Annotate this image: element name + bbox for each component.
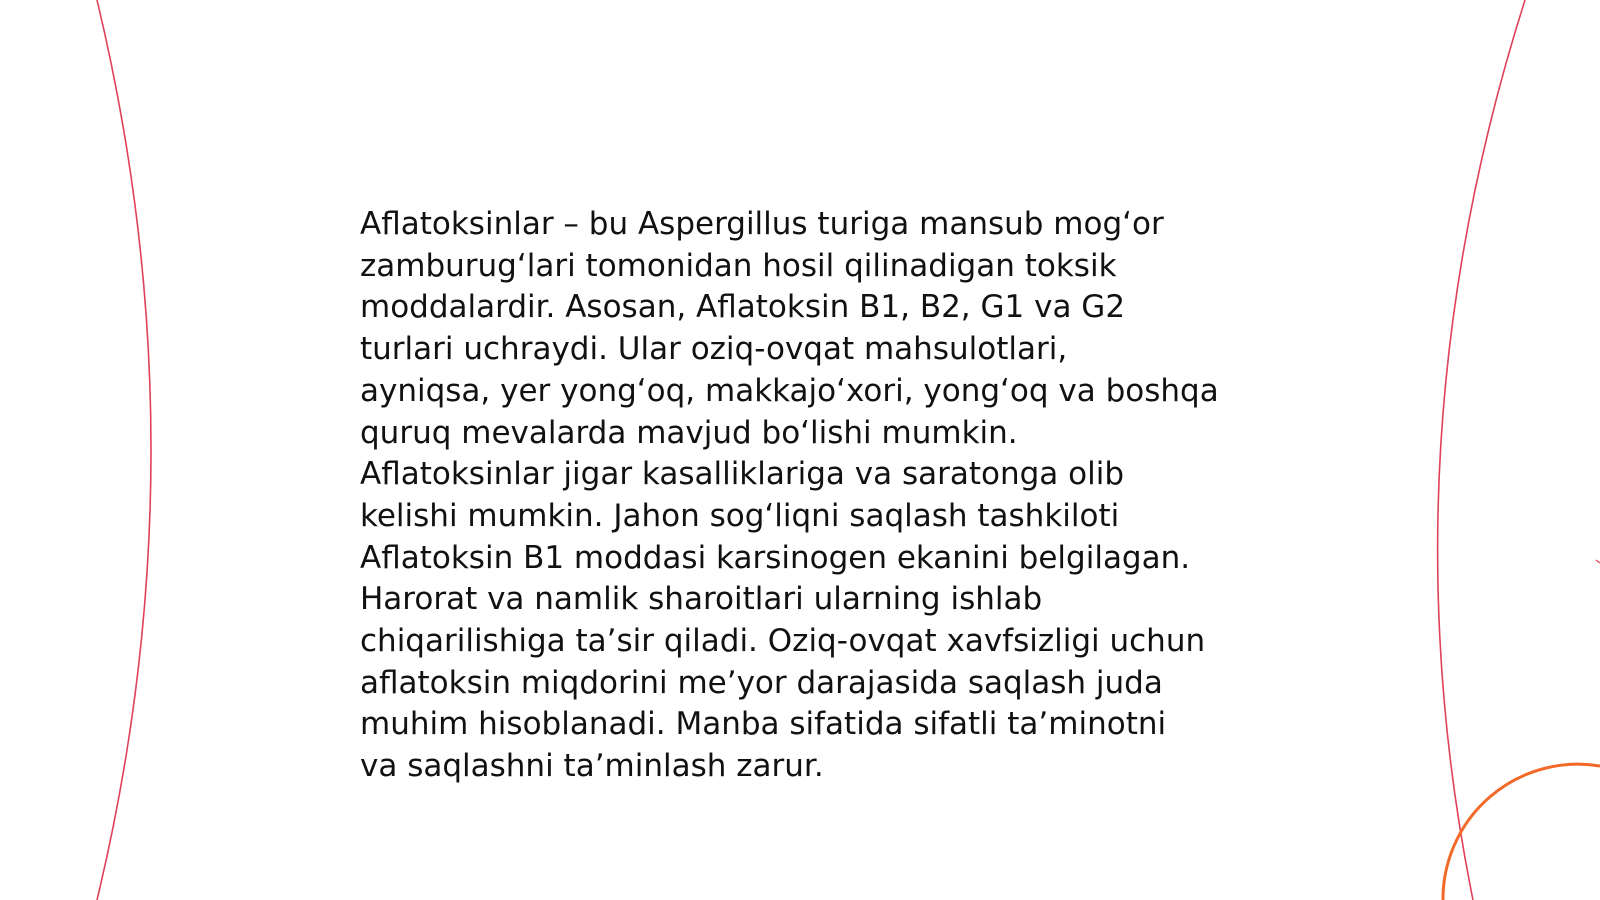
text-line: ayniqsa, yer yongʻoq, makkajoʻxori, yongʻoq va boshqa [360, 372, 1219, 409]
left-arc [97, 0, 151, 900]
right-arc [1438, 0, 1525, 900]
text-line: Aflatoksin B1 moddasi karsinogen ekanini belgilagan. [360, 539, 1191, 576]
text-line: va saqlashni taʼminlash zarur. [360, 748, 824, 785]
small-tick-mark [1596, 560, 1600, 563]
text-line: Aflatoksinlar jigar kasalliklariga va saratonga olib [360, 456, 1125, 493]
text-line: aflatoksin miqdorini meʼyor darajasida saqlash juda [360, 664, 1163, 701]
text-line: turlari uchraydi. Ular oziq-ovqat mahsulotlari, [360, 331, 1068, 368]
text-line: zamburugʻlari tomonidan hosil qilinadigan toksik [360, 247, 1117, 284]
text-line: moddalardir. Asosan, Aflatoksin B1, B2, G1 va G2 [360, 289, 1126, 326]
text-line: kelishi mumkin. Jahon sogʻliqni saqlash tashkiloti [360, 497, 1120, 534]
text-line: chiqarilishiga taʼsir qiladi. Oziq-ovqat xavfsizligi uchun [360, 623, 1206, 660]
text-line: Aflatoksinlar – bu Aspergillus turiga mansub mogʻor [360, 206, 1164, 242]
body-paragraph [360, 204, 1240, 788]
text-line: muhim hisoblanadi. Manba sifatida sifatli taʼminotni [360, 706, 1167, 743]
text-line: Harorat va namlik sharoitlari ularning ishlab [360, 581, 1043, 618]
text-line: quruq mevalarda mavjud boʻlishi mumkin. [360, 414, 1018, 451]
orange-circle-arc [1443, 764, 1600, 900]
